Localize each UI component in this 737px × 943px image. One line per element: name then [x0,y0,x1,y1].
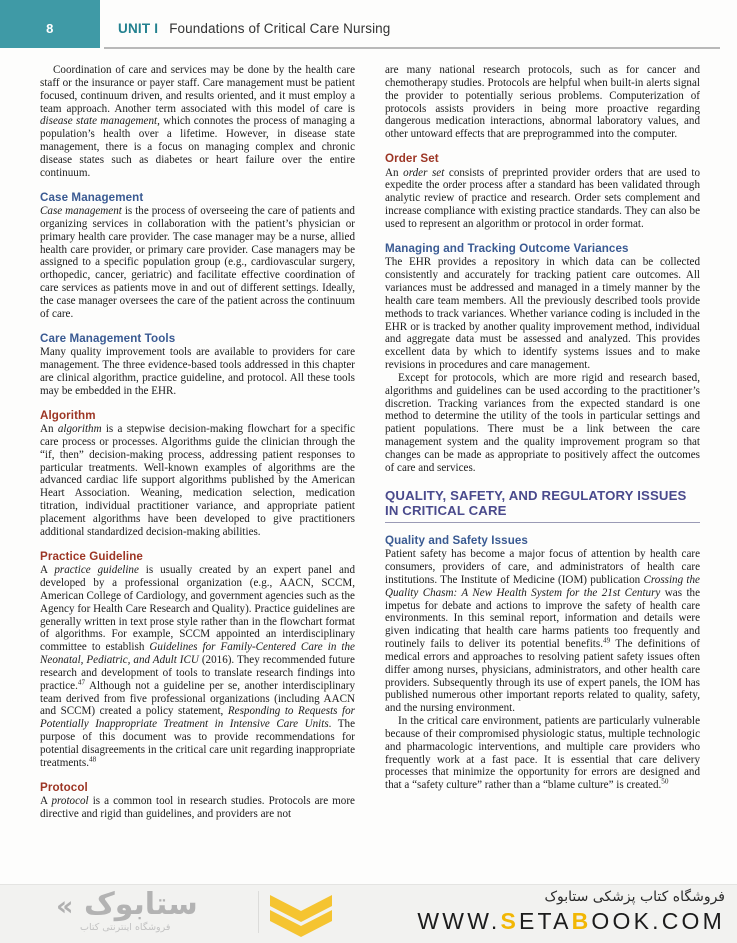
running-head-rule [104,47,720,49]
running-head [0,0,737,48]
brand-url-segment: S [500,908,519,934]
page-number: 8 [46,20,54,36]
body-paragraph: A practice guideline is usually created by an expert panel and developed by a professional organization (e.g., AACN, SCCM, American College of Cardiology, and government agencies such as the Agency for Health Care Research and Quality). Practice guidelines are generally written in text prose style rather than in the flowchart format of algorithms. For example, SCCM appointed an interdisciplinary committee to establish Guidelines for Family-Centered Care in the Neonatal, Pediatric, and Adult ICU (2016). They recommended future research and development of tools to translate research findings into practice.$^{47}$ Although not a guideline per se, another interdisciplinary team derived from five professional organizations (including AACN and SCCM) created a policy statement, Responding to Requests for Potentially Inappropriate Treatment in Intensive Care Units. The purpose of this document was to provide recommendations for potential disagreements in the critical care unit regarding inappropriate treatments.$^{48}$ [40,564,356,769]
body-paragraph: Case management is the process of overseeing the care of patients and organizing services in collaboration with the patient’s physician or primary health care provider. The case manager may be a nurse, allied health care provider, or primary care provider. Case managers may be assigned to a specific population group (e.g., cardiovascular surgery, orthopedic, cancer, geriatric) and facilitate effective coordination of care services as patients move in and out of different settings. Ideally, the case manager oversees the care of the patient across the continuum of care. [40,205,355,320]
section-heading-level-3: Protocol [40,780,88,794]
body-paragraph: In the critical care environment, patients are particularly vulnerable because of their compromised physiologic status, multiple technologic and pharmacologic interventions, and multiple care providers who frequently work at a fast pace. It is essential that care delivery processes that minimize the opportunity for errors are designed and that a “safety culture” rather than a “blame culture” is created.$^{50}$ [385,715,700,792]
section-heading-level-1: QUALITY, SAFETY, AND REGULATORY ISSUES IN CRITICAL CARE [385,487,687,519]
brand-url[interactable] [417,907,725,935]
section-heading-level-3: Order Set [385,152,439,166]
section-heading-level-3: Algorithm [40,408,96,422]
chevron-mark-icon [270,895,332,937]
body-paragraph: An algorithm is a stepwise decision-making flowchart for a specific care process or processes. Algorithms guide the clinician through the “if, then” decision-making process, addressing patient responses to particular treatments. Well-known examples of algorithms are the advanced cardiac life support algorithms published by the American Heart Association. Weaning, medication selection, medication titration, individual practitioner variance, and appropriate patient placement algorithms have been developed to give practitioners additional standardized decision-making abilities. [40,423,355,538]
unit-label: UNIT I [118,21,159,36]
brand-url-segment: OOK.COM [591,908,725,934]
brand-url-segment: ETA [518,908,572,934]
section-heading-level-2: Managing and Tracking Outcome Variances [385,241,629,255]
running-head-text [118,0,390,48]
brand-url-segment: B [571,908,592,934]
body-paragraph: are many national research protocols, such as for cancer and chemotherapy studies. Protocols are helpful when built-in alerts signal the provider to potentially serious problems. Computerization of protocols assists providers in being more proactive regarding dangerous medication interactions, abnormal laboratory values, and other untoward effects that are preprogrammed into the computer. [385,64,700,141]
section-heading-rule [385,522,700,523]
two-column-body [40,64,700,864]
running-title: Foundations of Critical Care Nursing [169,21,391,36]
text-column-left [40,64,355,821]
body-paragraph: An order set consists of preprinted provider orders that are used to expedite the order process after a standard has been validated through analytic review of practice and research. Order sets complement and increase compliance with existing practice standards. They can also be used to represent an algorithm or protocol in order format. [385,166,700,230]
guillemet-icon: « [56,891,74,922]
brand-persian-text: فروشگاه کتاب پزشکی ستابوک [544,889,725,905]
brand-block [417,887,725,935]
section-heading-level-2: Quality and Safety Issues [385,533,528,547]
section-heading-level-2: Care Management Tools [40,331,176,345]
body-paragraph: Patient safety has become a major focus of attention by health care consumers, providers of care, and administrators of health care institutions. The Institute of Medicine (IOM) publication Crossing the Quality Chasm: A New Health System for the 21st Century was the impetus for debate and actions to improve the safety of health care environments. In this seminal report, information and details were given indicating that health care harms patients too frequently and routinely fails to deliver its potential benefits.$^{49}$ The definitions of medical errors and approaches to resolving patient safety issues often differ among nurses, physicians, administrators, and other health care providers. Subsequently through its use of expert panels, the IOM has published numerous other important reports related to quality, safety, and the nursing environment. [385,548,700,715]
body-paragraph: Except for protocols, which are more rigid and research based, algorithms and guidelines can be used according to the practitioner’s discretion. Tracking variances from the expected standard is one method to determine the utility of the tools in particular settings and patient populations. There must be a link between the care management system and the quality improvement program so that changes can be made as appropriate to positively affect the outcomes of care and services. [385,371,700,474]
section-heading-level-2: Case Management [40,190,144,204]
brand-url-segment: WWW. [417,908,501,934]
body-paragraph: Many quality improvement tools are available to providers for care management. The three evidence-based tools addressed in this chapter are clinical algorithm, practice guideline, and protocol. All these tools may be embedded in the EHR. [40,346,355,397]
logo-subtitle: فروشگاه اینترنتی کتاب [80,922,171,933]
logo-divider [258,891,259,933]
body-paragraph: A protocol is a common tool in research studies. Protocols are more directive and rigid than guidelines, and providers are not [40,795,355,820]
body-paragraph: Coordination of care and services may be done by the health care staff or the insurance or payer staff. Care management must be patient focused, continuum driven, and results oriented, and it must employ a team approach. Another term associated with this model of care is disease state management, which connotes the process of managing a population’s health over a lifetime. However, in disease state management, there is a focus on managing complex and chronic disease states such as diabetes or heart failure over the entire continuum. [40,64,355,179]
setabook-logo [58,889,308,939]
logo-wordmark: ستابوک [84,887,198,922]
section-heading-level-3: Practice Guideline [40,549,143,563]
footer-watermark-banner [0,884,737,943]
text-column-right [385,64,700,792]
body-paragraph: The EHR provides a repository in which data can be collected consistently and accurately for tracking patient care outcomes. All variances must be addressed and managed in a timely manner by the health care team members. All the previously described tools provide methods to track variances. Whether variance coding is included in the EHR or is tracked by another quality improvement method, individual and aggregate data must be assessed and analyzed. This provides excellent data by which to identify systems issues and to make revisions in procedures and care management. [385,256,700,372]
